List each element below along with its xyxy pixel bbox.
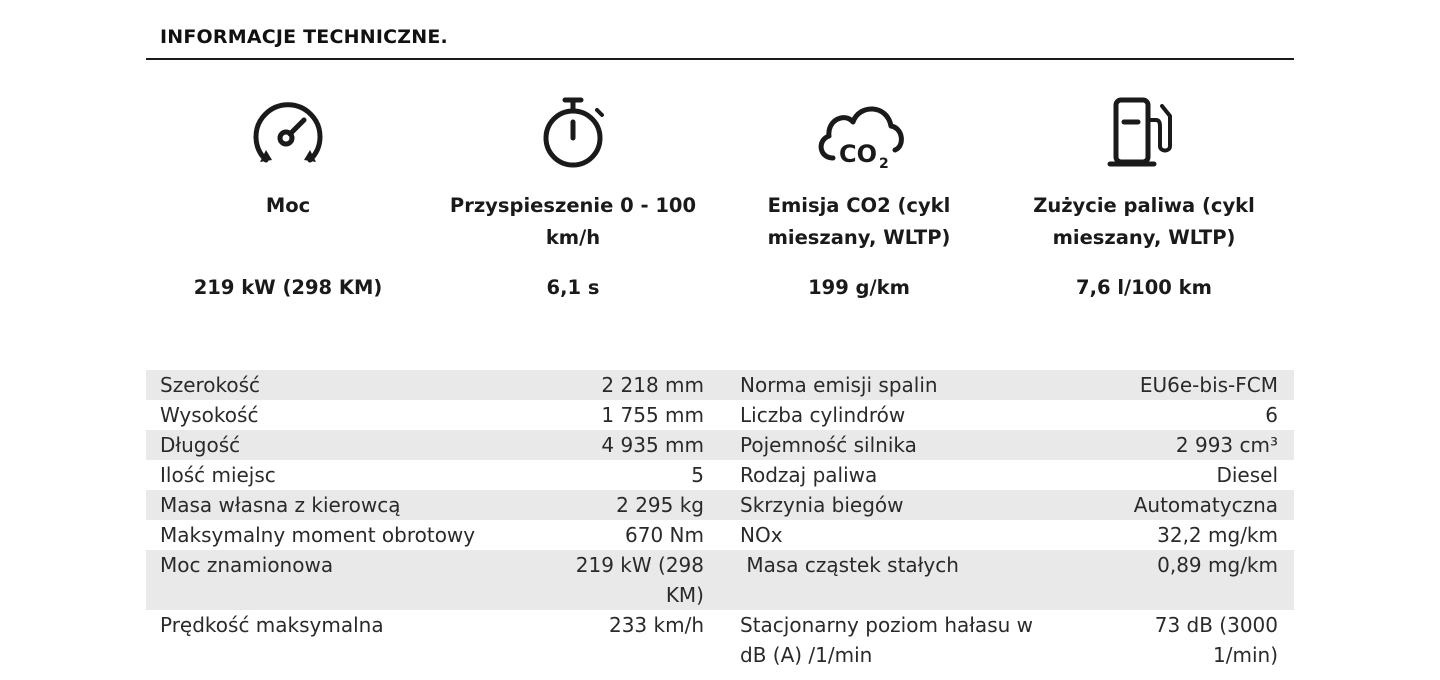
kpi-label: Emisja CO2 (cykl mieszany, WLTP): [767, 194, 951, 249]
co2-cloud-icon: [719, 90, 999, 174]
page-title: INFORMACJE TECHNICZNE.: [160, 26, 448, 48]
stopwatch-icon: [433, 90, 713, 174]
spec-name: Masa własna z kierowcą: [160, 493, 401, 517]
spec-name: Długość: [160, 433, 241, 457]
spec-value: 4 935 mm: [601, 433, 704, 457]
title-divider: [146, 58, 1294, 60]
spec-value: 233 km/h: [608, 613, 704, 637]
kpi-fuel-consumption: [1004, 90, 1284, 299]
kpi-label: Przyspieszenie 0 - 100 km/h: [449, 194, 697, 249]
fuel-pump-icon: [1004, 90, 1284, 174]
spec-value: 32,2 mg/km: [1157, 523, 1278, 547]
spec-name: Moc znamionowa: [160, 553, 334, 577]
table-row: [146, 520, 1294, 550]
spec-value: 2 993 cm³: [1175, 433, 1278, 457]
spec-value: Automatyczna: [1133, 493, 1278, 517]
spec-name: Stacjonarny poziom hałasu w dB (A) /1/min: [740, 613, 1033, 667]
spec-table: [146, 370, 1294, 670]
spec-value: 0,89 mg/km: [1157, 553, 1278, 577]
spec-value: Diesel: [1216, 463, 1278, 487]
kpi-acceleration: [433, 90, 713, 299]
kpi-power: [148, 90, 428, 299]
table-row: [146, 460, 1294, 490]
spec-value: EU6e-bis-FCM: [1139, 373, 1278, 397]
kpi-label: Moc: [265, 194, 311, 217]
spec-name: Skrzynia biegów: [740, 493, 904, 517]
svg-text:CO: CO: [839, 140, 878, 168]
spec-name: Liczba cylindrów: [740, 403, 906, 427]
spec-name: Ilość miejsc: [160, 463, 276, 487]
kpi-value: 199 g/km: [808, 276, 910, 299]
spec-value: 6: [1265, 403, 1278, 427]
spec-value: 219 kW (298 KM): [575, 553, 704, 607]
kpi-value: 219 kW (298 KM): [193, 276, 383, 299]
kpi-value: 7,6 l/100 km: [1076, 276, 1212, 299]
spec-name: Prędkość maksymalna: [160, 613, 384, 637]
kpi-value: 6,1 s: [546, 276, 600, 299]
spec-name: Masa cząstek stałych: [740, 553, 959, 577]
table-row: [146, 610, 1294, 670]
spec-name: Maksymalny moment obrotowy: [160, 523, 476, 547]
spec-value: 2 295 kg: [616, 493, 704, 517]
table-row: [146, 400, 1294, 430]
spec-value: 5: [691, 463, 704, 487]
spec-name: Pojemność silnika: [740, 433, 917, 457]
spec-name: Rodzaj paliwa: [740, 463, 878, 487]
table-row: [146, 430, 1294, 460]
table-row: [146, 550, 1294, 610]
spec-name: Norma emisji spalin: [740, 373, 938, 397]
kpi-label: Zużycie paliwa (cykl mieszany, WLTP): [1033, 194, 1255, 249]
svg-text:2: 2: [879, 156, 889, 172]
speedometer-icon: [148, 90, 428, 174]
spec-value: 2 218 mm: [601, 373, 704, 397]
spec-value: 1 755 mm: [601, 403, 704, 427]
spec-name: Szerokość: [160, 373, 261, 397]
spec-name: NOx: [740, 523, 783, 547]
kpi-co2: [719, 90, 999, 299]
spec-value: 670 Nm: [625, 523, 704, 547]
spec-value: 73 dB (3000 1/min): [1154, 613, 1278, 667]
table-row: [146, 490, 1294, 520]
table-row: [146, 370, 1294, 400]
spec-name: Wysokość: [160, 403, 259, 427]
